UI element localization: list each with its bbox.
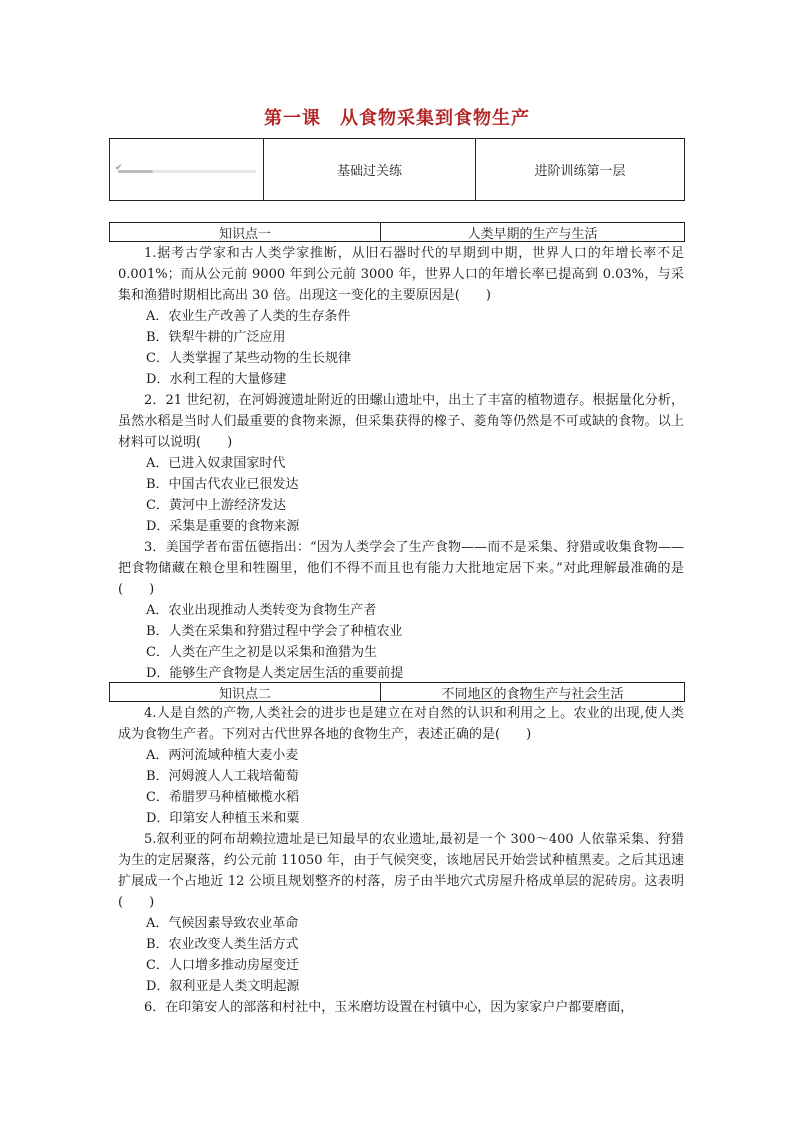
section-2-questions	[118, 703, 684, 1018]
question-5-stem: 5.叙利亚的阿布胡赖拉遗址是已知最早的农业遗址,最初是一个 300～400 人依靠采集、狩猎为生的定居聚落，约公元前 11050 年，由于气候突变，该地居民开始尝试种植黑麦。之后其迅速扩展成一个占地近 12 公顷且规划整齐的村落，房子由半地穴式房屋升格成单层的泥砖房。这表明( )	[118, 832, 684, 910]
question-3-option-d: D．能够生产食物是人类定居生活的重要前提	[146, 666, 404, 681]
knowledge-point-2-topic: 不同地区的食物生产与社会生活	[441, 686, 624, 702]
question-4-option-c: C．希腊罗马种植橄榄水稻	[146, 790, 299, 805]
question-4-option-d: D．印第安人种植玉米和粟	[146, 811, 300, 826]
question-5-option-d: D．叙利亚是人类文明起源	[146, 979, 300, 994]
header-advanced-cell: 进阶训练第一层	[534, 164, 626, 179]
question-4-stem: 4.人是自然的产物,人类社会的进步也是建立在对自然的认识和利用之上。农业的出现,使人类成为食物生产者。下列对古代世界各地的食物生产，表述正确的是( )	[118, 706, 684, 742]
question-4-option-b: B．河姆渡人人工栽培葡萄	[146, 769, 299, 784]
question-2-option-a: A．已进入奴隶国家时代	[146, 456, 286, 471]
question-3-option-a: A．农业出现推动人类转变为食物生产者	[146, 603, 377, 618]
knowledge-point-1-label: 知识点一	[110, 223, 381, 241]
question-1-option-c: C．人类掌握了某些动物的生长规律	[146, 351, 351, 366]
question-2-option-d: D．采集是重要的食物来源	[146, 519, 300, 534]
header-progress-cell	[110, 139, 264, 200]
progress-fill	[118, 170, 153, 173]
section-1-questions	[118, 243, 684, 684]
question-2-stem: 2．21 世纪初，在河姆渡遗址附近的田螺山遗址中，出土了丰富的植物遗存。根据量化分析，虽然水稻是当时人们最重要的食物来源，但采集获得的橡子、菱角等仍然是不可或缺的食物。以上材料可以说明( )	[118, 393, 684, 450]
knowledge-point-1-topic: 人类早期的生产与生活	[467, 226, 598, 242]
question-5-option-a: A．气候因素导致农业革命	[146, 916, 299, 931]
page-title: 第一课 从食物采集到食物生产	[264, 108, 530, 129]
question-5-option-b: B．农业改变人类生活方式	[146, 937, 299, 952]
check-icon: ✔	[115, 163, 123, 173]
question-1-option-d: D．水利工程的大量修建	[146, 372, 287, 387]
header-basic-cell: 基础过关练	[264, 139, 476, 200]
question-4-option-a: A．两河流域种植大麦小麦	[146, 748, 299, 763]
question-2-option-c: C．黄河中上游经济发达	[146, 498, 286, 513]
knowledge-point-1-bar	[109, 222, 685, 242]
question-3-option-c: C．人类在产生之初是以采集和渔猎为生	[146, 645, 377, 660]
question-6-stem: 6．在印第安人的部落和村社中，玉米磨坊设置在村镇中心，因为家家户户都要磨面，	[144, 1000, 634, 1015]
question-2-option-b: B．中国古代农业已很发达	[146, 477, 299, 492]
header-table	[109, 138, 685, 201]
question-1-option-b: B．铁犁牛耕的广泛应用	[146, 330, 286, 345]
question-3-stem: 3．美国学者布雷伍德指出：“因为人类学会了生产食物——而不是采集、狩猎或收集食物——把食物储藏在粮仓里和牲圈里，他们不得不而且也有能力大批地定居下来。”对此理解最准确的是( )	[118, 540, 684, 597]
progress-bar	[115, 163, 256, 174]
knowledge-point-2-label: 知识点二	[110, 683, 381, 701]
question-5-option-c: C．人口增多推动房屋变迁	[146, 958, 299, 973]
knowledge-point-2-bar	[109, 682, 685, 702]
question-1-stem: 1.据考古学家和古人类学家推断，从旧石器时代的早期到中期，世界人口的年增长率不足 0.001%；而从公元前 9000 年到公元前 3000 年，世界人口的年增长率已提高到 0.03%，与采集和渔猎时期相比高出 30 倍。出现这一变化的主要原因是( )	[118, 246, 684, 303]
question-3-option-b: B．人类在采集和狩猎过程中学会了种植农业	[146, 624, 403, 639]
question-1-option-a: A．农业生产改善了人类的生存条件	[146, 309, 351, 324]
